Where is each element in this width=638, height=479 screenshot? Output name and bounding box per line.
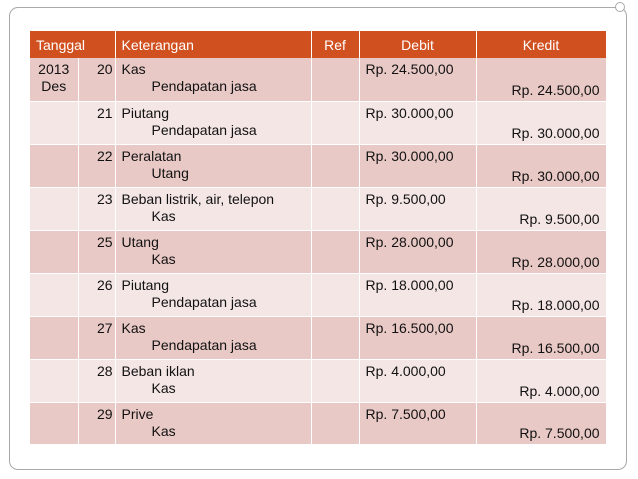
header-kredit: Kredit: [476, 31, 606, 58]
description-cell: [115, 101, 311, 144]
credit-account: Pendapatan jasa: [151, 78, 257, 94]
year-cell: [30, 101, 78, 144]
year-cell: [30, 58, 78, 101]
credit-account: Pendapatan jasa: [151, 293, 257, 310]
table-row: [30, 402, 606, 444]
day-cell: 27: [78, 316, 115, 359]
debit-account: Piutang: [121, 104, 169, 121]
table-row: [30, 273, 606, 316]
debit-account: Piutang: [121, 276, 169, 293]
credit-account: Pendapatan jasa: [151, 336, 257, 353]
debit-account: Beban iklan: [121, 362, 195, 379]
credit-account: Kas: [151, 207, 176, 224]
year-cell: [30, 402, 78, 444]
description-cell: [115, 230, 311, 273]
debit-cell: Rp. 9.500,00: [359, 187, 476, 230]
debit-cell: Rp. 30.000,00: [359, 144, 476, 187]
description-cell: [115, 273, 311, 316]
ref-cell: [311, 58, 359, 101]
ref-cell: [311, 273, 359, 316]
debit-account: Prive: [121, 405, 154, 422]
table-row: [30, 101, 606, 144]
table-row: [30, 316, 606, 359]
table-header-row: [30, 31, 606, 58]
day-cell: 23: [78, 187, 115, 230]
year-cell: [30, 316, 78, 359]
description-cell: [115, 187, 311, 230]
credit-account: Kas: [151, 422, 176, 439]
credit-account: Pendapatan jasa: [151, 121, 257, 138]
day-cell: 28: [78, 359, 115, 402]
ref-cell: [311, 402, 359, 444]
journal-table: [30, 31, 607, 445]
table-row: [30, 144, 606, 187]
year-cell: [30, 230, 78, 273]
description-cell: [115, 144, 311, 187]
credit-cell: Rp. 18.000,00: [476, 273, 606, 316]
ref-cell: [311, 187, 359, 230]
year-cell: [30, 144, 78, 187]
description-cell: [115, 359, 311, 402]
credit-account: Kas: [151, 379, 176, 396]
debit-cell: Rp. 16.500,00: [359, 316, 476, 359]
credit-cell: Rp. 16.500,00: [476, 316, 606, 359]
debit-account: Kas: [121, 61, 146, 77]
debit-cell: Rp. 4.000,00: [359, 359, 476, 402]
ref-cell: [311, 230, 359, 273]
day-cell: 21: [78, 101, 115, 144]
credit-cell: Rp. 4.000,00: [476, 359, 606, 402]
table-row: [30, 58, 606, 101]
credit-cell: Rp. 30.000,00: [476, 144, 606, 187]
ref-cell: [311, 359, 359, 402]
journal-body: [30, 58, 606, 444]
credit-account: Utang: [151, 164, 189, 181]
debit-account: Utang: [121, 233, 159, 250]
ref-cell: [311, 144, 359, 187]
day-cell: 20: [78, 58, 115, 101]
credit-account: Kas: [151, 250, 176, 267]
table-row: [30, 230, 606, 273]
day-cell: 29: [78, 402, 115, 444]
debit-cell: Rp. 7.500,00: [359, 402, 476, 444]
year-cell: [30, 187, 78, 230]
description-cell: [115, 58, 311, 101]
table-row: [30, 187, 606, 230]
credit-cell: Rp. 30.000,00: [476, 101, 606, 144]
credit-cell: Rp. 28.000,00: [476, 230, 606, 273]
slide-corner-bullet: [615, 2, 625, 12]
debit-cell: Rp. 24.500,00: [359, 58, 476, 101]
header-debit: Debit: [359, 31, 476, 58]
day-cell: 22: [78, 144, 115, 187]
day-cell: 25: [78, 230, 115, 273]
year-cell: [30, 359, 78, 402]
year-label: 2013: [38, 61, 70, 77]
description-cell: [115, 402, 311, 444]
credit-cell: Rp. 7.500,00: [476, 402, 606, 444]
debit-cell: Rp. 18.000,00: [359, 273, 476, 316]
year-cell: [30, 273, 78, 316]
header-keterangan: Keterangan: [115, 31, 311, 58]
day-cell: 26: [78, 273, 115, 316]
debit-account: Peralatan: [121, 147, 182, 164]
ref-cell: [311, 101, 359, 144]
credit-cell: Rp. 24.500,00: [476, 58, 606, 101]
description-cell: [115, 316, 311, 359]
month-label: Des: [41, 78, 67, 94]
table-row: [30, 359, 606, 402]
debit-account: Beban listrik, air, telepon: [121, 190, 275, 207]
ref-cell: [311, 316, 359, 359]
credit-cell: Rp. 9.500,00: [476, 187, 606, 230]
header-ref: Ref: [311, 31, 359, 58]
debit-cell: Rp. 28.000,00: [359, 230, 476, 273]
debit-cell: Rp. 30.000,00: [359, 101, 476, 144]
header-tanggal: Tanggal: [30, 31, 115, 58]
debit-account: Kas: [121, 319, 146, 336]
